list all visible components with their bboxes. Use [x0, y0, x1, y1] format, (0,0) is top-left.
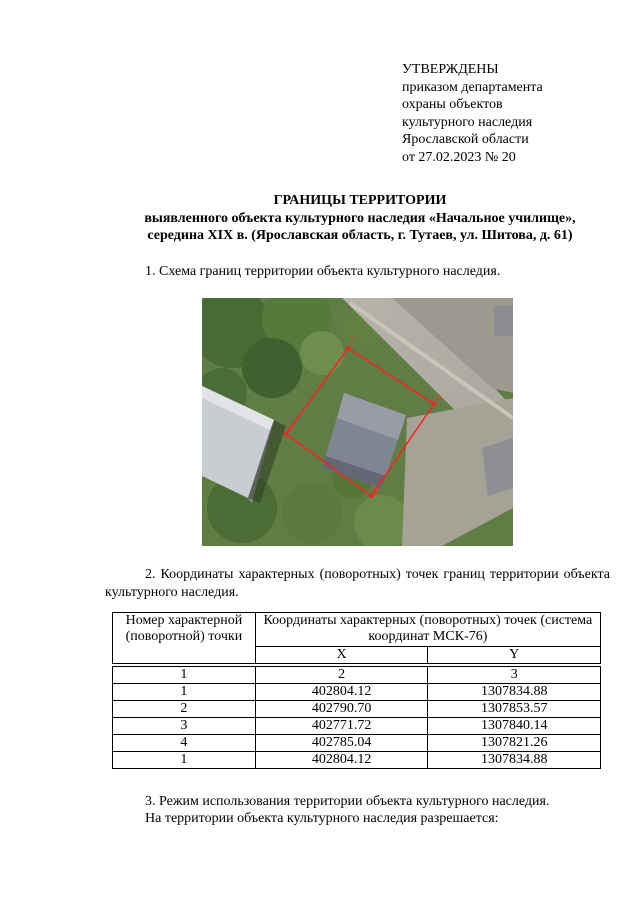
header-coordinates: Координаты характерных (поворотных) точек (система координат МСК-76): [255, 613, 600, 647]
point-label-1: 1: [349, 336, 355, 347]
table-cell: 1307834.88: [428, 752, 601, 769]
table-cell: 1307834.88: [428, 684, 601, 701]
table-row: [113, 718, 601, 735]
section-3-heading: 3. Режим использования территории объекта культурного наследия.: [145, 794, 550, 809]
approval-block: [402, 61, 632, 166]
table-cell: 402785.04: [255, 735, 428, 752]
table-cell: 1: [113, 667, 256, 684]
table-cell: 1307853.57: [428, 701, 601, 718]
approval-line: от 27.02.2023 № 20: [402, 149, 516, 165]
header-y: Y: [428, 647, 601, 664]
table-cell: 402771.72: [255, 718, 428, 735]
point-label-4: 4: [287, 424, 293, 435]
table-cell: 4: [113, 735, 256, 752]
approval-line: культурного наследия: [402, 114, 533, 130]
table-row: [113, 752, 601, 769]
boundary-scheme-map: [202, 298, 513, 546]
section-3-text: На территории объекта культурного наследия разрешается:: [145, 811, 499, 826]
title-line: выявленного объекта культурного наследия «Начальное училище»,: [144, 210, 576, 226]
table-cell: 2: [255, 667, 428, 684]
header-point-number: Номер характерной (поворотной) точки: [113, 613, 256, 664]
satellite-image: [202, 298, 513, 546]
table-cell: 1: [113, 684, 256, 701]
point-label-3: 3: [373, 487, 379, 498]
table-cell: 2: [113, 701, 256, 718]
approval-line: приказом департамента: [402, 79, 543, 95]
table-cell: 402804.12: [255, 752, 428, 769]
table-cell: 1: [113, 752, 256, 769]
approval-line: охраны объектов: [402, 97, 503, 112]
table-cell: 1307840.14: [428, 718, 601, 735]
title-line: середина XIX в. (Ярославская область, г. Тутаев, ул. Шитова, д. 61): [147, 228, 573, 243]
table-row: [113, 684, 601, 701]
table-row: [113, 701, 601, 718]
table-cell: 1307821.26: [428, 735, 601, 752]
table-index-row: [113, 667, 601, 684]
approval-line: Ярославской области: [402, 132, 529, 147]
section-1-heading: 1. Схема границ территории объекта культурного наследия.: [145, 264, 501, 279]
section-2-heading: 2. Координаты характерных (поворотных) точек границ территории объекта культурного наследия.: [105, 567, 610, 600]
table-cell: 402804.12: [255, 684, 428, 701]
table-cell: 3: [428, 667, 601, 684]
approval-line: УТВЕРЖДЕНЫ: [402, 62, 499, 77]
table-cell: 402790.70: [255, 701, 428, 718]
title-line: ГРАНИЦЫ ТЕРРИТОРИИ: [273, 193, 447, 208]
point-label-2: 2: [436, 394, 442, 405]
table-cell: 3: [113, 718, 256, 735]
header-x: X: [255, 647, 428, 664]
coordinates-table: [112, 612, 601, 769]
document-title: [80, 192, 640, 245]
table-row: [113, 735, 601, 752]
